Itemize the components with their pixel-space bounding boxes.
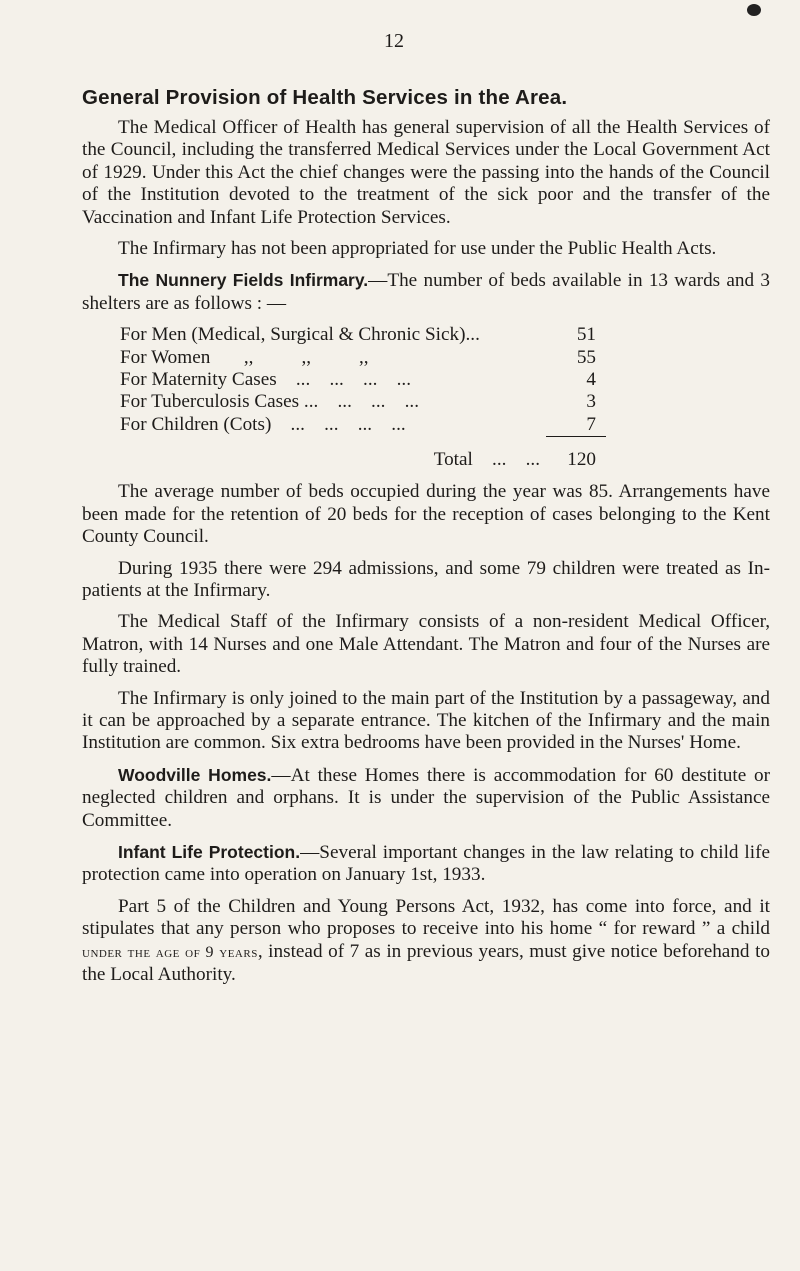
paragraph-average-beds: The average number of beds occupied during the year was 85. Arrangements have been made for the retention of 20 beds for the reception of cases belonging to the Kent County Council. <box>82 481 770 548</box>
ink-blot <box>747 4 761 16</box>
page-heading: General Provision of Health Services in the Area. <box>82 86 568 109</box>
age-limit-smallcaps: under the age of 9 years <box>82 943 258 961</box>
bed-count: 51 <box>576 324 596 346</box>
paragraph-woodville-homes <box>82 764 770 832</box>
paragraph-children-act <box>82 896 770 987</box>
bed-count: 7 <box>586 413 596 435</box>
table-total-row <box>120 437 606 472</box>
table-row <box>120 369 606 391</box>
paragraph-medical-staff: The Medical Staff of the Infirmary consists of a non-resident Medical Officer, Matron, with 14 Nurses and one Male Attendant. The Matron and four of the Nurses are fully trained. <box>82 611 770 678</box>
nunnery-fields-text: —The number of beds available in 13 wards and 3 shelters are as follows : — <box>82 270 771 314</box>
total-value: 120 <box>546 437 606 472</box>
paragraph-admissions: During 1935 there were 294 admissions, and some 79 children were treated as In-patients at the Infirmary. <box>82 557 770 601</box>
bed-category-label: For Men (Medical, Surgical & Chronic Sick)... <box>120 324 480 346</box>
section-title-woodville-homes: Woodville Homes. <box>118 764 272 785</box>
bed-count: 3 <box>586 391 596 413</box>
bed-count: 4 <box>586 369 596 391</box>
page-number: 12 <box>384 30 404 52</box>
bed-category-label: For Children (Cots) ... ... ... ... <box>120 414 406 436</box>
bed-allocation-table <box>120 324 606 471</box>
table-row <box>120 324 606 346</box>
children-act-text-b: , instead of 7 as in previous years, must give notice beforehand to the Local Authority. <box>82 940 771 985</box>
bed-count: 55 <box>576 346 596 368</box>
bed-category-label: For Women ,, ,, ,, <box>120 346 369 368</box>
table-row <box>120 391 606 413</box>
section-title-nunnery-fields: The Nunnery Fields Infirmary. <box>118 270 369 291</box>
children-act-text-a: Part 5 of the Children and Young Persons Act, 1932, has come into force, and it stipulates that any person who proposes to receive into his home “ for reward ” a child <box>82 895 770 940</box>
paragraph-infirmary-layout: The Infirmary is only joined to the main part of the Institution by a passageway, and it can be approached by a separate entrance. The kitchen of the Infirmary and the main Institution are common. Six extra bedrooms have been provided in the Nurses' Home. <box>82 687 770 754</box>
total-label: Total ... ... <box>433 448 540 470</box>
woodville-homes-text: —At these Homes there is accommodation for 60 destitute or neglected children and orphans. It is under the supervision of the Public Assistance Committee. <box>82 764 770 831</box>
bed-category-label: For Tuberculosis Cases ... ... ... ... <box>120 391 420 413</box>
paragraph-infirmary-not-appropriated: The Infirmary has not been appropriated for use under the Public Health Acts. <box>118 238 717 260</box>
table-row <box>120 347 606 369</box>
document-body <box>82 117 770 995</box>
paragraph-general-supervision: The Medical Officer of Health has general supervision of all the Health Services of the Council, including the transferred Medical Services under the Local Government Act of 1929. Under this Act the chief changes were the passing into the hands of the Council of the Institution devoted to the treatment of the sick poor and the transfer of the Vaccination and Infant Life Protection Services. <box>82 117 770 228</box>
infant-life-protection-text: —Several important changes in the law relating to child life protection came into operation on January 1st, 1933. <box>82 841 770 886</box>
paragraph-infant-life-protection <box>82 841 770 887</box>
table-row <box>120 414 606 437</box>
section-title-infant-life-protection: Infant Life Protection. <box>118 841 301 862</box>
bed-category-label: For Maternity Cases ... ... ... ... <box>120 369 411 391</box>
paragraph-nunnery-fields <box>82 269 770 315</box>
